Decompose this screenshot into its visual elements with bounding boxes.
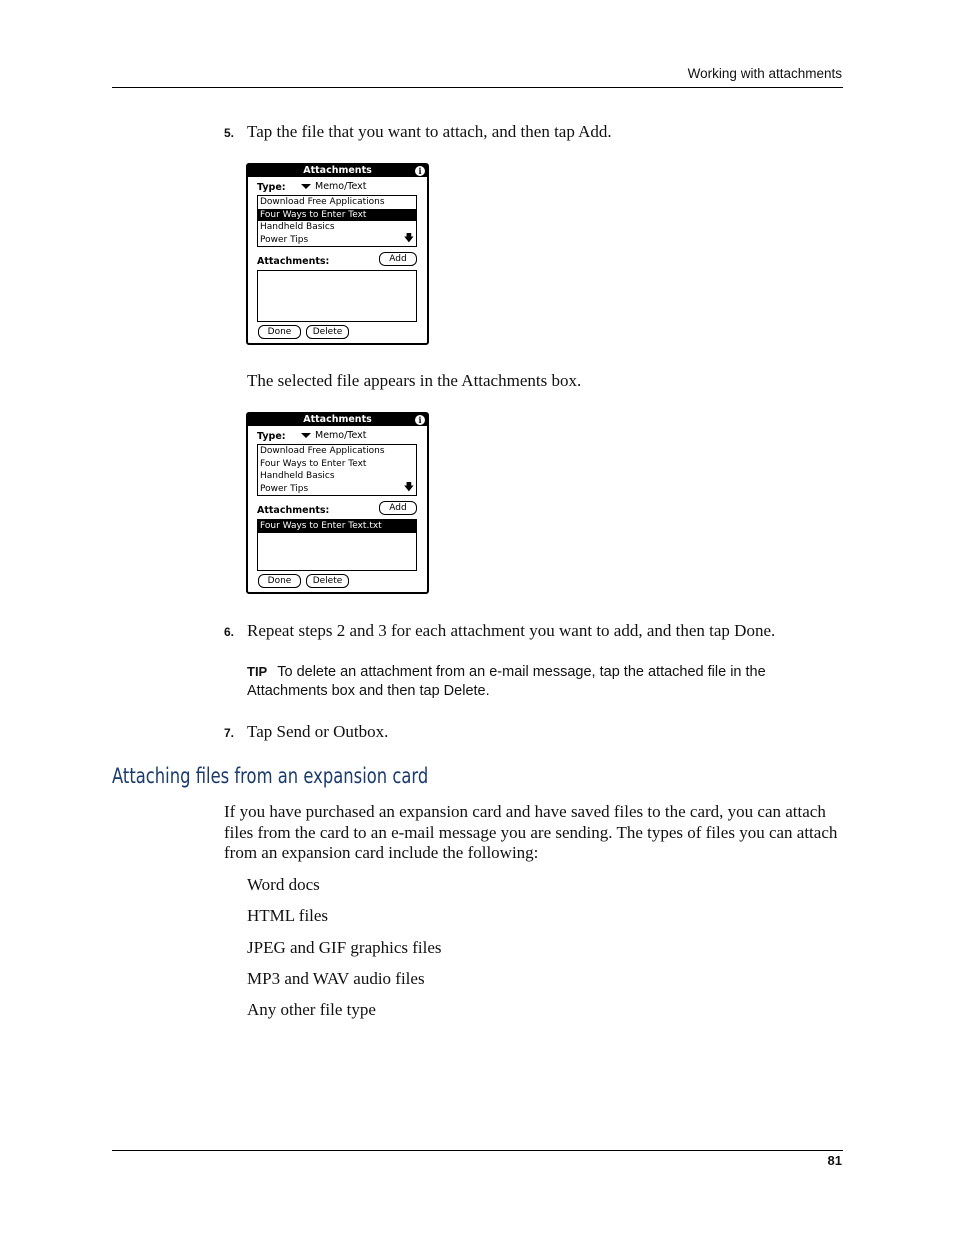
type-picker[interactable]: Memo/Text (315, 181, 367, 192)
scroll-down-arrow-icon[interactable]: 🡇 (403, 233, 414, 244)
step-5 (224, 122, 234, 142)
file-list (257, 195, 417, 247)
screen-title: Attachments (248, 165, 427, 177)
list-item: MP3 and WAV audio files (247, 969, 425, 988)
step-7-number: 7. (224, 726, 235, 740)
delete-button[interactable]: Delete (306, 325, 349, 339)
tip-label: TIP (247, 664, 268, 679)
list-item: JPEG and GIF graphics files (247, 938, 442, 957)
scroll-down-arrow-icon[interactable]: 🡇 (403, 482, 414, 493)
attachments-screen-after (246, 412, 429, 594)
step-6-text: Repeat steps 2 and 3 for each attachment you want to add, and then tap Done. (247, 621, 776, 640)
list-item[interactable]: Download Free Applications (260, 197, 385, 207)
footer-rule (112, 1150, 843, 1151)
type-picker[interactable]: Memo/Text (315, 430, 367, 441)
list-item[interactable]: Power Tips (260, 234, 309, 245)
attachments-screen-before (246, 163, 429, 345)
type-label: Type: (257, 182, 286, 193)
list-item[interactable]: Power Tips (260, 483, 309, 494)
info-icon[interactable]: i (415, 166, 425, 176)
running-header: Working with attachments (687, 66, 842, 81)
done-button[interactable]: Done (258, 574, 301, 588)
tip-text: To delete an attachment from an e-mail message, tap the attached file in the Attachments box and then tap Delete. (247, 664, 766, 699)
done-button[interactable]: Done (258, 325, 301, 339)
header-rule (112, 87, 843, 88)
add-button[interactable]: Add (379, 252, 417, 266)
screen-title: Attachments (248, 414, 427, 426)
step-5-number: 5. (224, 126, 235, 140)
list-item[interactable]: Download Free Applications (260, 446, 385, 456)
attachments-box[interactable] (257, 519, 417, 571)
list-item-selected[interactable]: Four Ways to Enter Text (258, 209, 416, 222)
caption-text: The selected file appears in the Attachments box. (247, 371, 582, 390)
step-5-text: Tap the file that you want to attach, and then tap Add. (247, 122, 612, 141)
step-6-number: 6. (224, 625, 235, 639)
list-item[interactable]: Handheld Basics (260, 222, 335, 232)
chevron-down-icon[interactable] (301, 184, 311, 189)
add-button[interactable]: Add (379, 501, 417, 515)
delete-button[interactable]: Delete (306, 574, 349, 588)
step-7 (224, 722, 234, 742)
attachments-label: Attachments: (257, 256, 330, 267)
attachments-label: Attachments: (257, 505, 330, 516)
step-7-text: Tap Send or Outbox. (247, 722, 389, 741)
list-item: Any other file type (247, 1000, 376, 1019)
attachment-item-selected[interactable]: Four Ways to Enter Text.txt (258, 520, 416, 533)
list-item[interactable]: Handheld Basics (260, 471, 335, 481)
tip-note (247, 662, 843, 701)
section-paragraph: If you have purchased an expansion card and have saved files to the card, you can attach files from the card to an e-mail message you are sending. The types of files you can attach from an expansion card include the following: (224, 802, 838, 862)
type-label: Type: (257, 431, 286, 442)
list-item: HTML files (247, 906, 329, 925)
info-icon[interactable]: i (415, 415, 425, 425)
list-item: Word docs (247, 875, 320, 894)
section-heading: Attaching files from an expansion card (112, 764, 429, 788)
list-item[interactable]: Four Ways to Enter Text (260, 458, 367, 469)
step-6 (224, 621, 234, 641)
page-number: 81 (827, 1153, 842, 1168)
file-list (257, 444, 417, 496)
chevron-down-icon[interactable] (301, 433, 311, 438)
attachments-box[interactable] (257, 270, 417, 322)
